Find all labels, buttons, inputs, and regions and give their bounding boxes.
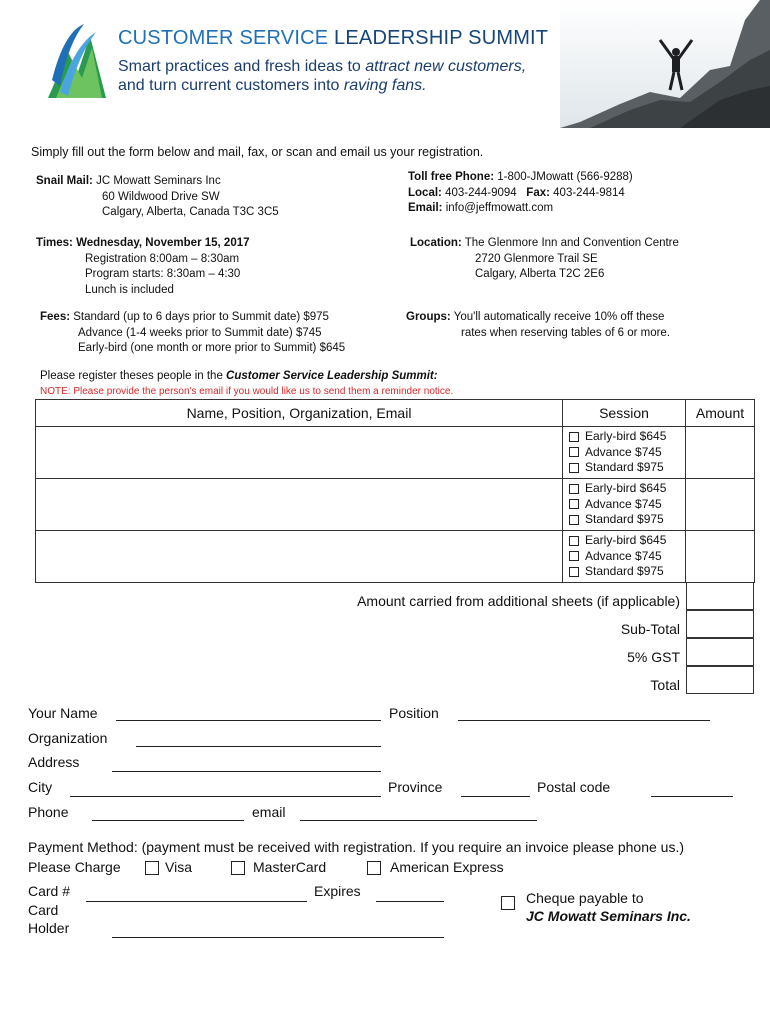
phone-field[interactable] <box>92 820 244 821</box>
option-label: Advance $745 <box>585 444 662 459</box>
groups-block <box>406 310 670 341</box>
cheque-label-line1: Cheque payable to <box>526 890 644 906</box>
summit-logo <box>46 22 108 100</box>
amex-checkbox[interactable] <box>367 861 381 875</box>
mastercard-checkbox[interactable] <box>231 861 245 875</box>
summit-title <box>118 27 548 50</box>
email-value: info@jeffmowatt.com <box>445 202 554 214</box>
attendee-2-amount[interactable] <box>686 479 755 531</box>
tagline-line2 <box>118 77 427 95</box>
attendee-3-session <box>563 531 686 583</box>
option-label: Standard $975 <box>585 460 664 474</box>
expires-label: Expires <box>314 883 361 899</box>
option-label: Advance $745 <box>585 548 662 563</box>
gst-amount[interactable] <box>686 638 754 666</box>
tagline2-italic: raving fans. <box>343 77 427 94</box>
fees-line2: Advance (1-4 weeks prior to Summit date) $745 <box>78 326 322 339</box>
province-label: Province <box>388 779 443 795</box>
checkbox[interactable] <box>569 432 579 442</box>
times-line3: Lunch is included <box>85 283 174 296</box>
organization-label: Organization <box>28 730 108 746</box>
checkbox[interactable] <box>569 447 579 457</box>
header-amount: Amount <box>686 400 755 427</box>
please-charge-label: Please Charge <box>28 859 121 875</box>
checkbox[interactable] <box>569 484 579 494</box>
option-label: Standard $975 <box>585 564 664 578</box>
fees-line1: Standard (up to 6 days prior to Summit date) $975 <box>73 311 329 323</box>
checkbox[interactable] <box>569 463 579 473</box>
fees-block <box>40 310 345 357</box>
email-label-field: email <box>252 804 286 820</box>
checkbox[interactable] <box>569 536 579 546</box>
tagline-line1 <box>118 58 526 76</box>
position-field[interactable] <box>458 720 710 721</box>
option-label: Early-bird $645 <box>585 481 667 495</box>
tagline1-plain: Smart practices and fresh ideas to <box>118 58 361 75</box>
fees-line3: Early-bird (one month or more prior to Summit) $645 <box>78 342 346 354</box>
registration-table <box>35 399 755 583</box>
header-session: Session <box>563 400 686 427</box>
tollfree-label: Toll free Phone: <box>408 171 495 183</box>
times-label: Times: <box>36 237 73 249</box>
checkbox[interactable] <box>569 551 579 561</box>
subtotal-amount[interactable] <box>686 610 754 638</box>
additional-sheets-amount[interactable] <box>686 582 754 610</box>
session-option-earlybird[interactable] <box>569 533 685 549</box>
holder-label: Holder <box>28 920 70 936</box>
card-number-label: Card # <box>28 883 71 899</box>
checkbox[interactable] <box>569 499 579 509</box>
fax-value: 403-244-9814 <box>553 186 625 199</box>
register-event-name: Customer Service Leadership Summit: <box>226 370 438 382</box>
additional-sheets-label: Amount carried from additional sheets (if applicable) <box>357 593 680 609</box>
register-prompt <box>40 369 438 385</box>
attendee-2-details[interactable] <box>36 479 563 531</box>
checkbox[interactable] <box>569 515 579 525</box>
times-block <box>36 236 250 298</box>
gst-label: 5% GST <box>627 649 680 665</box>
table-row <box>36 531 755 583</box>
times-line2: Program starts: 8:30am – 4:30 <box>85 268 241 280</box>
attendee-1-details[interactable] <box>36 427 563 479</box>
email-field[interactable] <box>300 820 537 821</box>
mail-label: Snail Mail: <box>36 175 93 187</box>
phone-label: Phone <box>28 804 69 820</box>
fax-label: Fax: <box>526 186 550 199</box>
option-label: Standard $975 <box>585 512 664 526</box>
tagline2-plain: and turn current customers into <box>118 77 340 94</box>
attendee-3-amount[interactable] <box>686 531 755 583</box>
your-name-field[interactable] <box>116 720 381 721</box>
title-part1: CUSTOMER SERVICE <box>118 27 329 49</box>
session-option-standard[interactable] <box>569 564 685 580</box>
groups-line2: rates when reserving tables of 6 or more. <box>461 326 671 339</box>
groups-label: Groups: <box>406 311 451 323</box>
visa-checkbox[interactable] <box>145 861 159 875</box>
table-header-row <box>36 400 755 427</box>
session-option-earlybird[interactable] <box>569 429 685 445</box>
tagline1-italic: attract new customers, <box>365 58 527 75</box>
card-number-field[interactable] <box>86 901 307 902</box>
session-option-standard[interactable] <box>569 460 685 476</box>
postal-code-field[interactable] <box>651 796 733 797</box>
local-value: 403-244-9094 <box>445 186 517 199</box>
groups-line1: You'll automatically receive 10% off these <box>453 311 665 323</box>
table-row <box>36 479 755 531</box>
intro-text: Simply fill out the form below and mail, fax, or scan and email us your registration. <box>31 145 484 159</box>
contact-block <box>408 170 633 217</box>
session-option-advance[interactable] <box>569 497 685 513</box>
amex-label: American Express <box>390 859 504 875</box>
province-field[interactable] <box>461 796 530 797</box>
mail-line3: Calgary, Alberta, Canada T3C 3C5 <box>102 206 279 218</box>
header-banner <box>0 0 770 128</box>
position-label: Position <box>389 705 439 721</box>
fees-label: Fees: <box>40 311 71 323</box>
location-line1: The Glenmore Inn and Convention Centre <box>464 237 679 249</box>
organization-field[interactable] <box>136 746 381 747</box>
times-line1: Registration 8:00am – 8:30am <box>85 252 240 265</box>
session-option-advance[interactable] <box>569 445 685 461</box>
attendee-3-details[interactable] <box>36 531 563 583</box>
location-block <box>410 236 679 283</box>
cheque-label-line2: JC Mowatt Seminars Inc. <box>526 908 691 924</box>
times-date: Wednesday, November 15, 2017 <box>76 237 250 249</box>
snail-mail-block <box>36 174 279 221</box>
your-name-label: Your Name <box>28 705 98 721</box>
session-option-advance[interactable] <box>569 549 685 565</box>
mastercard-label: MasterCard <box>253 859 327 875</box>
cheque-checkbox[interactable] <box>501 896 515 910</box>
email-label: Email: <box>408 202 443 214</box>
attendee-2-session <box>563 479 686 531</box>
total-label: Total <box>650 677 680 693</box>
attendee-1-session <box>563 427 686 479</box>
local-label: Local: <box>408 186 442 199</box>
address-label: Address <box>28 754 80 770</box>
card-holder-field[interactable] <box>112 937 444 938</box>
header-name: Name, Position, Organization, Email <box>36 400 563 427</box>
checkbox[interactable] <box>569 567 579 577</box>
mail-line1: JC Mowatt Seminars Inc <box>96 175 221 187</box>
total-amount[interactable] <box>686 666 754 694</box>
visa-label: Visa <box>165 859 192 875</box>
session-option-earlybird[interactable] <box>569 481 685 497</box>
tollfree-value: 1-800-JMowatt (566-9288) <box>497 171 633 183</box>
subtotal-label: Sub-Total <box>620 621 680 637</box>
expires-field[interactable] <box>376 901 444 902</box>
table-row <box>36 427 755 479</box>
mountain-climber-image <box>560 0 770 128</box>
title-part2: LEADERSHIP SUMMIT <box>334 27 549 49</box>
address-field[interactable] <box>112 771 381 772</box>
mail-line2: 60 Wildwood Drive SW <box>102 190 220 203</box>
card-label: Card <box>28 902 59 918</box>
postal-code-label: Postal code <box>537 779 611 795</box>
location-line2: 2720 Glenmore Trail SE <box>475 252 598 265</box>
location-line3: Calgary, Alberta T2C 2E6 <box>475 268 605 280</box>
payment-method-text: Payment Method: (payment must be received with registration. If you require an invoice please phone us.) <box>28 839 685 855</box>
option-label: Early-bird $645 <box>585 429 667 443</box>
city-label: City <box>28 779 53 795</box>
option-label: Advance $745 <box>585 496 662 511</box>
register-prefix: Please register theses people in the <box>40 370 223 382</box>
option-label: Early-bird $645 <box>585 533 667 547</box>
attendee-1-amount[interactable] <box>686 427 755 479</box>
reminder-note: NOTE: Please provide the person's email if you would like us to send them a reminder notice. <box>40 386 454 397</box>
city-field[interactable] <box>70 796 381 797</box>
location-label: Location: <box>410 237 462 249</box>
session-option-standard[interactable] <box>569 512 685 528</box>
